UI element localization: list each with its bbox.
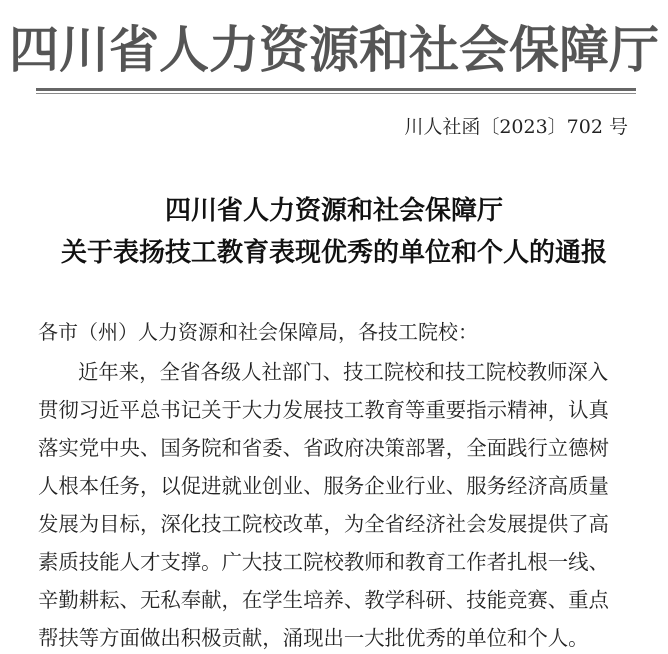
- masthead-divider-thin: [36, 93, 636, 94]
- body-paragraph-line: 帮扶等方面做出积极贡献，涌现出一大批优秀的单位和个人。: [38, 626, 589, 650]
- masthead-title: 四川省人力资源和社会保障厅: [9, 21, 659, 79]
- body-paragraph-line: 落实党中央、国务院和省委、省政府决策部署，全面践行立德树: [38, 436, 609, 460]
- masthead-divider-thick: [36, 88, 636, 91]
- body-paragraph-line: 发展为目标，深化技工院校改革，为全省经济社会发展提供了高: [38, 512, 609, 536]
- body-paragraph-line: 近年来，全省各级人社部门、技工院校和技工院校教师深入: [78, 360, 609, 384]
- salutation: 各市（州）人力资源和社会保障局，各技工院校：: [38, 320, 478, 344]
- body-paragraph-line: 素质技能人才支撑。广大技工院校教师和教育工作者扎根一线、: [38, 550, 609, 574]
- document-title-line-2: 关于表扬技工教育表现优秀的单位和个人的通报: [60, 238, 607, 268]
- body-paragraph-line: 人根本任务，以促进就业创业、服务企业行业、服务经济高质量: [38, 474, 609, 498]
- body-paragraph-line: 贯彻习近平总书记关于大力发展技工教育等重要指示精神，认真: [38, 398, 609, 422]
- document-number: 川人社函〔2023〕702 号: [404, 116, 628, 138]
- document-title-line-1: 四川省人力资源和社会保障厅: [164, 196, 503, 226]
- body-paragraph-line: 辛勤耕耘、无私奉献，在学生培养、教学科研、技能竞赛、重点: [38, 588, 609, 612]
